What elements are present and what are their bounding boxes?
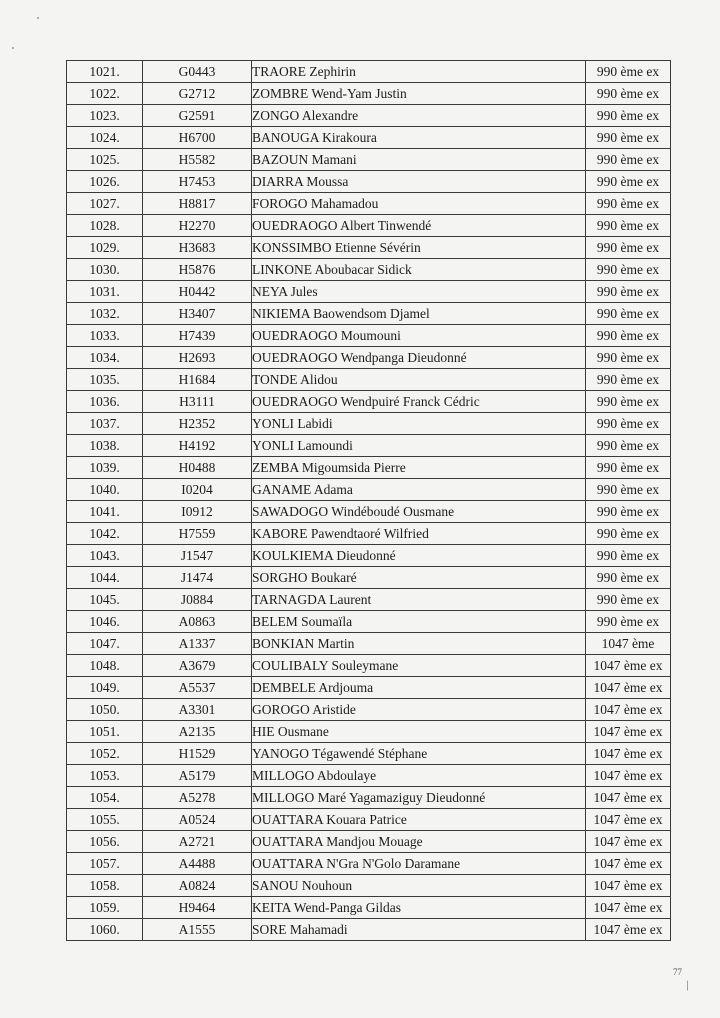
candidate-name-cell: OUEDRAOGO Wendpuiré Franck Cédric bbox=[252, 391, 586, 413]
table-row bbox=[67, 853, 671, 875]
table-row bbox=[67, 699, 671, 721]
candidate-name-cell: OUEDRAOGO Moumouni bbox=[252, 325, 586, 347]
row-number-cell: 1060. bbox=[67, 919, 143, 941]
rank-cell: 990 ème ex bbox=[586, 501, 671, 523]
row-number-cell: 1041. bbox=[67, 501, 143, 523]
row-number-cell: 1021. bbox=[67, 61, 143, 83]
candidate-code-cell: H2693 bbox=[143, 347, 252, 369]
rank-cell: 990 ème ex bbox=[586, 523, 671, 545]
row-number-cell: 1053. bbox=[67, 765, 143, 787]
row-number-cell: 1038. bbox=[67, 435, 143, 457]
rank-cell: 990 ème ex bbox=[586, 457, 671, 479]
row-number-cell: 1050. bbox=[67, 699, 143, 721]
rank-cell: 990 ème ex bbox=[586, 435, 671, 457]
candidate-name-cell: SORGHO Boukaré bbox=[252, 567, 586, 589]
candidate-code-cell: H7439 bbox=[143, 325, 252, 347]
rank-cell: 990 ème ex bbox=[586, 171, 671, 193]
rank-cell: 990 ème ex bbox=[586, 545, 671, 567]
rank-cell: 990 ème ex bbox=[586, 149, 671, 171]
row-number-cell: 1030. bbox=[67, 259, 143, 281]
candidate-name-cell: LINKONE Aboubacar Sidick bbox=[252, 259, 586, 281]
rank-cell: 990 ème ex bbox=[586, 413, 671, 435]
row-number-cell: 1058. bbox=[67, 875, 143, 897]
rank-cell: 990 ème ex bbox=[586, 193, 671, 215]
rank-cell: 990 ème ex bbox=[586, 325, 671, 347]
row-number-cell: 1040. bbox=[67, 479, 143, 501]
candidate-code-cell: H7559 bbox=[143, 523, 252, 545]
table-row bbox=[67, 105, 671, 127]
candidate-code-cell: A4488 bbox=[143, 853, 252, 875]
candidate-name-cell: KABORE Pawendtaoré Wilfried bbox=[252, 523, 586, 545]
table-row bbox=[67, 611, 671, 633]
row-number-cell: 1033. bbox=[67, 325, 143, 347]
candidate-name-cell: KONSSIMBO Etienne Sévérin bbox=[252, 237, 586, 259]
table-row bbox=[67, 303, 671, 325]
candidate-code-cell: A2721 bbox=[143, 831, 252, 853]
row-number-cell: 1054. bbox=[67, 787, 143, 809]
candidate-code-cell: H9464 bbox=[143, 897, 252, 919]
rank-cell: 1047 ème ex bbox=[586, 809, 671, 831]
row-number-cell: 1047. bbox=[67, 633, 143, 655]
table-row bbox=[67, 919, 671, 941]
candidate-name-cell: YONLI Lamoundi bbox=[252, 435, 586, 457]
candidate-name-cell: COULIBALY Souleymane bbox=[252, 655, 586, 677]
candidate-code-cell: H5582 bbox=[143, 149, 252, 171]
candidate-code-cell: J1474 bbox=[143, 567, 252, 589]
table-row bbox=[67, 677, 671, 699]
table-row bbox=[67, 567, 671, 589]
rank-cell: 990 ème ex bbox=[586, 391, 671, 413]
rank-cell: 990 ème ex bbox=[586, 127, 671, 149]
candidate-name-cell: BELEM Soumaïla bbox=[252, 611, 586, 633]
rank-cell: 1047 ème ex bbox=[586, 897, 671, 919]
candidate-code-cell: A5278 bbox=[143, 787, 252, 809]
row-number-cell: 1035. bbox=[67, 369, 143, 391]
candidate-code-cell: H0488 bbox=[143, 457, 252, 479]
candidate-code-cell: A3679 bbox=[143, 655, 252, 677]
row-number-cell: 1031. bbox=[67, 281, 143, 303]
candidate-name-cell: TARNAGDA Laurent bbox=[252, 589, 586, 611]
candidate-code-cell: A0524 bbox=[143, 809, 252, 831]
candidate-code-cell: A0824 bbox=[143, 875, 252, 897]
row-number-cell: 1055. bbox=[67, 809, 143, 831]
table-row bbox=[67, 655, 671, 677]
row-number-cell: 1045. bbox=[67, 589, 143, 611]
row-number-cell: 1048. bbox=[67, 655, 143, 677]
table-row bbox=[67, 545, 671, 567]
table-row bbox=[67, 215, 671, 237]
page-number: 77 bbox=[673, 967, 682, 977]
candidate-code-cell: A1337 bbox=[143, 633, 252, 655]
row-number-cell: 1043. bbox=[67, 545, 143, 567]
candidate-code-cell: G0443 bbox=[143, 61, 252, 83]
candidate-code-cell: A5179 bbox=[143, 765, 252, 787]
rank-cell: 990 ème ex bbox=[586, 611, 671, 633]
table-row bbox=[67, 479, 671, 501]
row-number-cell: 1036. bbox=[67, 391, 143, 413]
rank-cell: 990 ème ex bbox=[586, 479, 671, 501]
candidate-code-cell: A2135 bbox=[143, 721, 252, 743]
rank-cell: 1047 ème ex bbox=[586, 875, 671, 897]
candidate-name-cell: ZOMBRE Wend-Yam Justin bbox=[252, 83, 586, 105]
candidate-name-cell: ZEMBA Migoumsida Pierre bbox=[252, 457, 586, 479]
candidate-name-cell: BAZOUN Mamani bbox=[252, 149, 586, 171]
candidate-name-cell: KEITA Wend-Panga Gildas bbox=[252, 897, 586, 919]
candidate-name-cell: YANOGO Tégawendé Stéphane bbox=[252, 743, 586, 765]
table-row bbox=[67, 171, 671, 193]
rank-cell: 990 ème ex bbox=[586, 237, 671, 259]
row-number-cell: 1022. bbox=[67, 83, 143, 105]
candidate-name-cell: OUATTARA Mandjou Mouage bbox=[252, 831, 586, 853]
row-number-cell: 1027. bbox=[67, 193, 143, 215]
candidate-code-cell: I0204 bbox=[143, 479, 252, 501]
rank-cell: 1047 ème ex bbox=[586, 743, 671, 765]
candidate-name-cell: MILLOGO Maré Yagamaziguy Dieudonné bbox=[252, 787, 586, 809]
row-number-cell: 1034. bbox=[67, 347, 143, 369]
page-mark: / bbox=[683, 978, 693, 995]
table-row bbox=[67, 61, 671, 83]
candidate-name-cell: BONKIAN Martin bbox=[252, 633, 586, 655]
table-row bbox=[67, 523, 671, 545]
table-row bbox=[67, 589, 671, 611]
table-row bbox=[67, 765, 671, 787]
rank-cell: 990 ème ex bbox=[586, 369, 671, 391]
rank-cell: 1047 ème ex bbox=[586, 919, 671, 941]
row-number-cell: 1025. bbox=[67, 149, 143, 171]
row-number-cell: 1059. bbox=[67, 897, 143, 919]
row-number-cell: 1024. bbox=[67, 127, 143, 149]
candidate-code-cell: H3111 bbox=[143, 391, 252, 413]
candidate-code-cell: J1547 bbox=[143, 545, 252, 567]
rank-cell: 1047 ème ex bbox=[586, 765, 671, 787]
scan-speck bbox=[37, 17, 39, 19]
row-number-cell: 1046. bbox=[67, 611, 143, 633]
candidate-code-cell: H7453 bbox=[143, 171, 252, 193]
row-number-cell: 1029. bbox=[67, 237, 143, 259]
candidate-code-cell: H2270 bbox=[143, 215, 252, 237]
table-row bbox=[67, 435, 671, 457]
candidate-name-cell: GANAME Adama bbox=[252, 479, 586, 501]
rank-cell: 1047 ème ex bbox=[586, 699, 671, 721]
table-row bbox=[67, 413, 671, 435]
rank-cell: 990 ème ex bbox=[586, 215, 671, 237]
rank-cell: 1047 ème bbox=[586, 633, 671, 655]
candidate-code-cell: G2591 bbox=[143, 105, 252, 127]
table-row bbox=[67, 325, 671, 347]
table-row bbox=[67, 127, 671, 149]
table-row bbox=[67, 897, 671, 919]
candidate-code-cell: H6700 bbox=[143, 127, 252, 149]
table-row bbox=[67, 347, 671, 369]
table-row bbox=[67, 875, 671, 897]
candidate-code-cell: H4192 bbox=[143, 435, 252, 457]
table-row bbox=[67, 149, 671, 171]
candidate-name-cell: OUATTARA N'Gra N'Golo Daramane bbox=[252, 853, 586, 875]
table-row bbox=[67, 237, 671, 259]
table-row bbox=[67, 281, 671, 303]
row-number-cell: 1051. bbox=[67, 721, 143, 743]
candidate-name-cell: SORE Mahamadi bbox=[252, 919, 586, 941]
candidate-code-cell: H1684 bbox=[143, 369, 252, 391]
candidate-name-cell: GOROGO Aristide bbox=[252, 699, 586, 721]
rank-cell: 1047 ème ex bbox=[586, 677, 671, 699]
table-row bbox=[67, 831, 671, 853]
rank-cell: 1047 ème ex bbox=[586, 853, 671, 875]
rank-cell: 990 ème ex bbox=[586, 303, 671, 325]
row-number-cell: 1037. bbox=[67, 413, 143, 435]
candidate-name-cell: OUATTARA Kouara Patrice bbox=[252, 809, 586, 831]
row-number-cell: 1057. bbox=[67, 853, 143, 875]
table-row bbox=[67, 809, 671, 831]
table-row bbox=[67, 391, 671, 413]
table-row bbox=[67, 193, 671, 215]
candidate-code-cell: A1555 bbox=[143, 919, 252, 941]
rank-cell: 990 ème ex bbox=[586, 61, 671, 83]
candidate-name-cell: MILLOGO Abdoulaye bbox=[252, 765, 586, 787]
candidate-code-cell: A0863 bbox=[143, 611, 252, 633]
rank-cell: 990 ème ex bbox=[586, 259, 671, 281]
candidate-name-cell: KOULKIEMA Dieudonné bbox=[252, 545, 586, 567]
results-table bbox=[66, 60, 671, 941]
scan-speck bbox=[12, 47, 14, 49]
table-row bbox=[67, 787, 671, 809]
results-table-body bbox=[67, 61, 671, 941]
candidate-name-cell: DIARRA Moussa bbox=[252, 171, 586, 193]
table-row bbox=[67, 83, 671, 105]
candidate-name-cell: OUEDRAOGO Wendpanga Dieudonné bbox=[252, 347, 586, 369]
candidate-code-cell: H5876 bbox=[143, 259, 252, 281]
candidate-code-cell: A3301 bbox=[143, 699, 252, 721]
row-number-cell: 1028. bbox=[67, 215, 143, 237]
row-number-cell: 1049. bbox=[67, 677, 143, 699]
rank-cell: 990 ème ex bbox=[586, 589, 671, 611]
candidate-name-cell: YONLI Labidi bbox=[252, 413, 586, 435]
row-number-cell: 1023. bbox=[67, 105, 143, 127]
rank-cell: 990 ème ex bbox=[586, 281, 671, 303]
table-row bbox=[67, 457, 671, 479]
candidate-name-cell: BANOUGA Kirakoura bbox=[252, 127, 586, 149]
candidate-name-cell: FOROGO Mahamadou bbox=[252, 193, 586, 215]
rank-cell: 990 ème ex bbox=[586, 347, 671, 369]
candidate-name-cell: NEYA Jules bbox=[252, 281, 586, 303]
row-number-cell: 1044. bbox=[67, 567, 143, 589]
table-row bbox=[67, 743, 671, 765]
table-row bbox=[67, 721, 671, 743]
candidate-code-cell: H3407 bbox=[143, 303, 252, 325]
row-number-cell: 1056. bbox=[67, 831, 143, 853]
table-row bbox=[67, 501, 671, 523]
candidate-code-cell: H3683 bbox=[143, 237, 252, 259]
row-number-cell: 1052. bbox=[67, 743, 143, 765]
rank-cell: 1047 ème ex bbox=[586, 787, 671, 809]
rank-cell: 1047 ème ex bbox=[586, 655, 671, 677]
rank-cell: 990 ème ex bbox=[586, 83, 671, 105]
rank-cell: 1047 ème ex bbox=[586, 721, 671, 743]
candidate-name-cell: SANOU Nouhoun bbox=[252, 875, 586, 897]
table-row bbox=[67, 259, 671, 281]
candidate-name-cell: TRAORE Zephirin bbox=[252, 61, 586, 83]
row-number-cell: 1042. bbox=[67, 523, 143, 545]
candidate-name-cell: TONDE Alidou bbox=[252, 369, 586, 391]
candidate-code-cell: H0442 bbox=[143, 281, 252, 303]
row-number-cell: 1039. bbox=[67, 457, 143, 479]
candidate-name-cell: DEMBELE Ardjouma bbox=[252, 677, 586, 699]
rank-cell: 990 ème ex bbox=[586, 567, 671, 589]
candidate-code-cell: A5537 bbox=[143, 677, 252, 699]
candidate-code-cell: H1529 bbox=[143, 743, 252, 765]
candidate-name-cell: OUEDRAOGO Albert Tinwendé bbox=[252, 215, 586, 237]
candidate-name-cell: SAWADOGO Windéboudé Ousmane bbox=[252, 501, 586, 523]
candidate-code-cell: I0912 bbox=[143, 501, 252, 523]
table-row bbox=[67, 369, 671, 391]
candidate-code-cell: H2352 bbox=[143, 413, 252, 435]
candidate-name-cell: NIKIEMA Baowendsom Djamel bbox=[252, 303, 586, 325]
row-number-cell: 1032. bbox=[67, 303, 143, 325]
table-row bbox=[67, 633, 671, 655]
rank-cell: 990 ème ex bbox=[586, 105, 671, 127]
candidate-code-cell: J0884 bbox=[143, 589, 252, 611]
rank-cell: 1047 ème ex bbox=[586, 831, 671, 853]
candidate-name-cell: ZONGO Alexandre bbox=[252, 105, 586, 127]
candidate-name-cell: HIE Ousmane bbox=[252, 721, 586, 743]
candidate-code-cell: G2712 bbox=[143, 83, 252, 105]
candidate-code-cell: H8817 bbox=[143, 193, 252, 215]
row-number-cell: 1026. bbox=[67, 171, 143, 193]
